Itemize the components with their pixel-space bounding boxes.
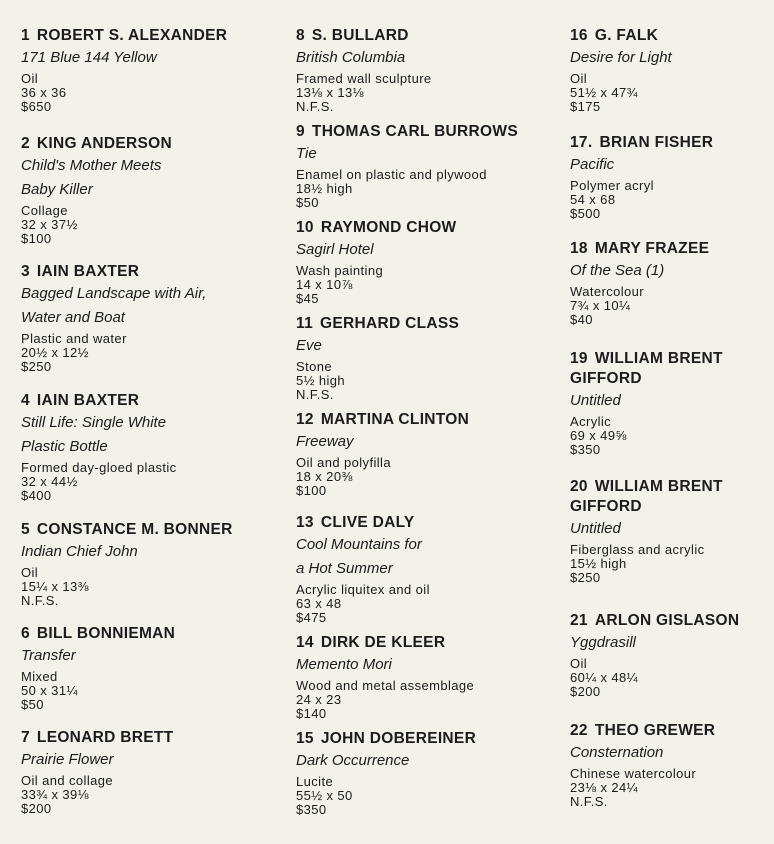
price: $45 bbox=[296, 291, 319, 306]
entry-heading bbox=[296, 26, 551, 46]
entry-heading bbox=[296, 513, 551, 533]
entry-heading bbox=[296, 410, 551, 430]
entry-number: 1 bbox=[21, 27, 30, 44]
artwork-details bbox=[570, 285, 770, 327]
dimensions: 14 x 10⅞ bbox=[296, 277, 353, 292]
price: $250 bbox=[21, 359, 52, 374]
medium: Enamel on plastic and plywood bbox=[296, 167, 487, 182]
price: $100 bbox=[296, 483, 327, 498]
price: $200 bbox=[570, 684, 601, 699]
artwork-details bbox=[296, 679, 551, 721]
artist-name: MARY FRAZEE bbox=[594, 240, 710, 257]
medium: Framed wall sculpture bbox=[296, 71, 432, 86]
medium: Oil bbox=[21, 565, 39, 580]
price: $175 bbox=[570, 99, 601, 114]
entry-number: 15 bbox=[296, 730, 314, 747]
artwork-title-line: Still Life: Single White bbox=[21, 414, 167, 431]
medium: Oil and collage bbox=[21, 773, 113, 788]
catalogue-entry bbox=[296, 218, 551, 306]
entry-number: 19 bbox=[570, 350, 588, 367]
artist-name: LEONARD BRETT bbox=[36, 729, 174, 746]
medium: Acrylic bbox=[570, 414, 612, 429]
dimensions: 50 x 31¼ bbox=[21, 683, 78, 698]
price: N.F.S. bbox=[21, 593, 59, 608]
artwork-title bbox=[570, 153, 770, 177]
medium: Fiberglass and acrylic bbox=[570, 542, 705, 557]
entry-number: 4 bbox=[21, 392, 30, 409]
artist-name: S. BULLARD bbox=[311, 27, 409, 44]
entry-number: 5 bbox=[21, 521, 30, 538]
entry-number: 22 bbox=[570, 722, 588, 739]
artist-name: MARTINA CLINTON bbox=[320, 411, 470, 428]
artwork-details bbox=[21, 774, 276, 816]
entry-number: 9 bbox=[296, 123, 305, 140]
medium: Oil bbox=[21, 71, 39, 86]
entry-number: 16 bbox=[570, 27, 588, 44]
entry-heading bbox=[21, 391, 276, 411]
artwork-title bbox=[570, 389, 770, 413]
catalogue-entry bbox=[296, 314, 551, 402]
catalogue-entry bbox=[296, 633, 551, 721]
medium: Polymer acryl bbox=[570, 178, 654, 193]
entry-heading bbox=[296, 218, 551, 238]
artwork-title-line: Water and Boat bbox=[21, 309, 125, 326]
catalogue-entry bbox=[21, 391, 276, 503]
entry-number: 18 bbox=[570, 240, 588, 257]
entry-heading bbox=[570, 133, 770, 153]
artwork-title-line: Tie bbox=[296, 145, 317, 162]
dimensions: 13⅛ x 13⅛ bbox=[296, 85, 364, 100]
artwork-details bbox=[296, 583, 551, 625]
price: $100 bbox=[21, 231, 52, 246]
price: $50 bbox=[21, 697, 44, 712]
artwork-title bbox=[570, 631, 770, 655]
entry-heading bbox=[21, 26, 276, 46]
artwork-title-line: Plastic Bottle bbox=[21, 438, 108, 455]
price: $500 bbox=[570, 206, 601, 221]
artwork-title bbox=[21, 540, 276, 564]
artwork-title-line: Baby Killer bbox=[21, 181, 93, 198]
medium: Formed day-gloed plastic bbox=[21, 460, 177, 475]
dimensions: 7¾ x 10¼ bbox=[570, 298, 631, 313]
artwork-title-line: Untitled bbox=[570, 520, 621, 537]
artwork-details bbox=[570, 415, 770, 457]
price: $350 bbox=[570, 442, 601, 457]
entry-heading bbox=[21, 520, 276, 540]
price: $50 bbox=[296, 195, 319, 210]
catalogue-entry bbox=[570, 477, 770, 585]
medium: Stone bbox=[296, 359, 332, 374]
artwork-details bbox=[570, 657, 770, 699]
artwork-title bbox=[21, 644, 276, 668]
artwork-title bbox=[296, 653, 551, 677]
artwork-details bbox=[21, 461, 276, 503]
artwork-details bbox=[21, 72, 276, 114]
dimensions: 20½ x 12½ bbox=[21, 345, 89, 360]
artwork-title-line: Yggdrasill bbox=[570, 634, 636, 651]
entry-number: 17. bbox=[570, 134, 593, 151]
artwork-title-line: Desire for Light bbox=[570, 49, 672, 66]
artwork-details bbox=[296, 775, 551, 817]
catalogue-entry bbox=[21, 624, 276, 712]
artwork-title bbox=[296, 430, 551, 454]
artwork-title-line: Untitled bbox=[570, 392, 621, 409]
artwork-title-line: 171 Blue 144 Yellow bbox=[21, 49, 157, 66]
dimensions: 32 x 37½ bbox=[21, 217, 78, 232]
catalogue-entry bbox=[21, 728, 276, 816]
dimensions: 18 x 20⅜ bbox=[296, 469, 353, 484]
artwork-title bbox=[21, 411, 276, 459]
artwork-title bbox=[296, 334, 551, 358]
catalogue-entry bbox=[21, 26, 276, 114]
catalogue-entry bbox=[570, 26, 770, 114]
artist-name: BRIAN FISHER bbox=[599, 134, 714, 151]
artist-name: ARLON GISLASON bbox=[594, 612, 740, 629]
entry-number: 14 bbox=[296, 634, 314, 651]
entry-heading bbox=[570, 477, 770, 517]
artwork-title-line: Indian Chief John bbox=[21, 543, 138, 560]
entry-number: 20 bbox=[570, 478, 588, 495]
entry-number: 13 bbox=[296, 514, 314, 531]
catalogue-entry bbox=[21, 262, 276, 374]
dimensions: 51½ x 47¾ bbox=[570, 85, 638, 100]
artwork-details bbox=[21, 332, 276, 374]
dimensions: 5½ high bbox=[296, 373, 346, 388]
catalogue-entry bbox=[296, 26, 551, 114]
dimensions: 32 x 44½ bbox=[21, 474, 78, 489]
artist-name: WILLIAM BRENT GIFFORD bbox=[570, 350, 723, 387]
dimensions: 18½ high bbox=[296, 181, 353, 196]
entry-heading bbox=[570, 239, 770, 259]
price: $140 bbox=[296, 706, 327, 721]
dimensions: 55½ x 50 bbox=[296, 788, 353, 803]
medium: Wood and metal assemblage bbox=[296, 678, 475, 693]
entry-number: 10 bbox=[296, 219, 314, 236]
medium: Chinese watercolour bbox=[570, 766, 697, 781]
entry-heading bbox=[570, 26, 770, 46]
artwork-title-line: Dark Occurrence bbox=[296, 752, 410, 769]
artwork-details bbox=[296, 456, 551, 498]
dimensions: 33¾ x 39⅛ bbox=[21, 787, 89, 802]
artwork-title-line: Child's Mother Meets bbox=[21, 157, 162, 174]
price: N.F.S. bbox=[296, 99, 334, 114]
artwork-title bbox=[296, 46, 551, 70]
dimensions: 36 x 36 bbox=[21, 85, 67, 100]
catalogue-entry bbox=[570, 349, 770, 457]
entry-heading bbox=[21, 134, 276, 154]
artwork-details bbox=[296, 168, 551, 210]
medium: Oil bbox=[570, 71, 588, 86]
artist-name: RAYMOND CHOW bbox=[320, 219, 457, 236]
medium: Collage bbox=[21, 203, 68, 218]
artwork-title bbox=[296, 238, 551, 262]
artist-name: WILLIAM BRENT GIFFORD bbox=[570, 478, 723, 515]
medium: Acrylic liquitex and oil bbox=[296, 582, 430, 597]
catalogue-entry bbox=[21, 520, 276, 608]
entry-heading bbox=[296, 314, 551, 334]
artwork-title-line: Prairie Flower bbox=[21, 751, 114, 768]
artwork-title-line: Cool Mountains for bbox=[296, 536, 422, 553]
artwork-details bbox=[21, 566, 276, 608]
dimensions: 23⅛ x 24¼ bbox=[570, 780, 638, 795]
entry-number: 12 bbox=[296, 411, 314, 428]
artwork-title bbox=[21, 46, 276, 70]
dimensions: 60¼ x 48¼ bbox=[570, 670, 638, 685]
entry-heading bbox=[570, 611, 770, 631]
catalogue-entry bbox=[570, 721, 770, 809]
entry-number: 11 bbox=[296, 315, 313, 332]
artwork-title-line: Eve bbox=[296, 337, 322, 354]
artwork-title-line: Bagged Landscape with Air, bbox=[21, 285, 207, 302]
artist-name: JOHN DOBEREINER bbox=[320, 730, 477, 747]
artwork-title-line: Of the Sea (1) bbox=[570, 262, 665, 279]
artwork-details bbox=[21, 204, 276, 246]
entry-number: 2 bbox=[21, 135, 30, 152]
medium: Plastic and water bbox=[21, 331, 127, 346]
artwork-title bbox=[570, 517, 770, 541]
entry-heading bbox=[21, 728, 276, 748]
artwork-details bbox=[296, 360, 551, 402]
medium: Lucite bbox=[296, 774, 334, 789]
price: $400 bbox=[21, 488, 52, 503]
artwork-title bbox=[21, 748, 276, 772]
artwork-details bbox=[296, 72, 551, 114]
catalogue-entry bbox=[296, 513, 551, 625]
artist-name: KING ANDERSON bbox=[36, 135, 173, 152]
price: $40 bbox=[570, 312, 593, 327]
entry-heading bbox=[21, 262, 276, 282]
entry-number: 6 bbox=[21, 625, 30, 642]
artwork-title-line: Sagirl Hotel bbox=[296, 241, 374, 258]
price: $200 bbox=[21, 801, 52, 816]
artwork-details bbox=[570, 543, 770, 585]
catalogue-entry bbox=[21, 134, 276, 246]
artwork-title bbox=[570, 259, 770, 283]
price: $350 bbox=[296, 802, 327, 817]
artwork-details bbox=[570, 767, 770, 809]
price: $650 bbox=[21, 99, 52, 114]
medium: Mixed bbox=[21, 669, 58, 684]
artwork-title-line: Pacific bbox=[570, 156, 615, 173]
catalogue-entry bbox=[570, 239, 770, 327]
artwork-title bbox=[570, 741, 770, 765]
entry-heading bbox=[570, 721, 770, 741]
dimensions: 15¼ x 13⅜ bbox=[21, 579, 89, 594]
entry-heading bbox=[296, 633, 551, 653]
catalogue-entry bbox=[296, 410, 551, 498]
entry-number: 3 bbox=[21, 263, 30, 280]
artwork-title-line: Freeway bbox=[296, 433, 354, 450]
artwork-title bbox=[21, 154, 276, 202]
price: $475 bbox=[296, 610, 327, 625]
artwork-title bbox=[296, 749, 551, 773]
artwork-title-line: British Columbia bbox=[296, 49, 406, 66]
entry-number: 8 bbox=[296, 27, 305, 44]
artist-name: GERHARD CLASS bbox=[320, 315, 460, 332]
artist-name: IAIN BAXTER bbox=[36, 263, 140, 280]
artwork-title bbox=[570, 46, 770, 70]
catalogue-entry bbox=[570, 611, 770, 699]
artist-name: THOMAS CARL BURROWS bbox=[311, 123, 518, 140]
artwork-title-line: a Hot Summer bbox=[296, 560, 393, 577]
entry-heading bbox=[296, 729, 551, 749]
artwork-title-line: Consternation bbox=[570, 744, 664, 761]
artwork-details bbox=[570, 179, 770, 221]
price: N.F.S. bbox=[570, 794, 608, 809]
dimensions: 63 x 48 bbox=[296, 596, 342, 611]
artist-name: CLIVE DALY bbox=[320, 514, 415, 531]
medium: Oil and polyfilla bbox=[296, 455, 391, 470]
dimensions: 54 x 68 bbox=[570, 192, 616, 207]
artwork-details bbox=[296, 264, 551, 306]
entry-number: 7 bbox=[21, 729, 30, 746]
artwork-details bbox=[570, 72, 770, 114]
dimensions: 69 x 49⅝ bbox=[570, 428, 627, 443]
artist-name: CONSTANCE M. BONNER bbox=[36, 521, 233, 538]
artist-name: DIRK DE KLEER bbox=[320, 634, 446, 651]
artwork-title-line: Memento Mori bbox=[296, 656, 392, 673]
dimensions: 24 x 23 bbox=[296, 692, 342, 707]
artwork-title-line: Transfer bbox=[21, 647, 76, 664]
entry-heading bbox=[296, 122, 551, 142]
catalogue-entry bbox=[296, 729, 551, 817]
entry-heading bbox=[21, 624, 276, 644]
artwork-title bbox=[296, 142, 551, 166]
entry-heading bbox=[570, 349, 770, 389]
artist-name: G. FALK bbox=[594, 27, 659, 44]
artist-name: IAIN BAXTER bbox=[36, 392, 140, 409]
catalogue-entry bbox=[570, 133, 770, 221]
artist-name: THEO GREWER bbox=[594, 722, 716, 739]
price: $250 bbox=[570, 570, 601, 585]
medium: Oil bbox=[570, 656, 588, 671]
medium: Wash painting bbox=[296, 263, 384, 278]
artwork-title bbox=[21, 282, 276, 330]
artwork-title bbox=[296, 533, 551, 581]
dimensions: 15½ high bbox=[570, 556, 627, 571]
price: N.F.S. bbox=[296, 387, 334, 402]
entry-number: 21 bbox=[570, 612, 588, 629]
artist-name: ROBERT S. ALEXANDER bbox=[36, 27, 228, 44]
medium: Watercolour bbox=[570, 284, 644, 299]
catalogue-entry bbox=[296, 122, 551, 210]
artwork-details bbox=[21, 670, 276, 712]
artist-name: BILL BONNIEMAN bbox=[36, 625, 176, 642]
